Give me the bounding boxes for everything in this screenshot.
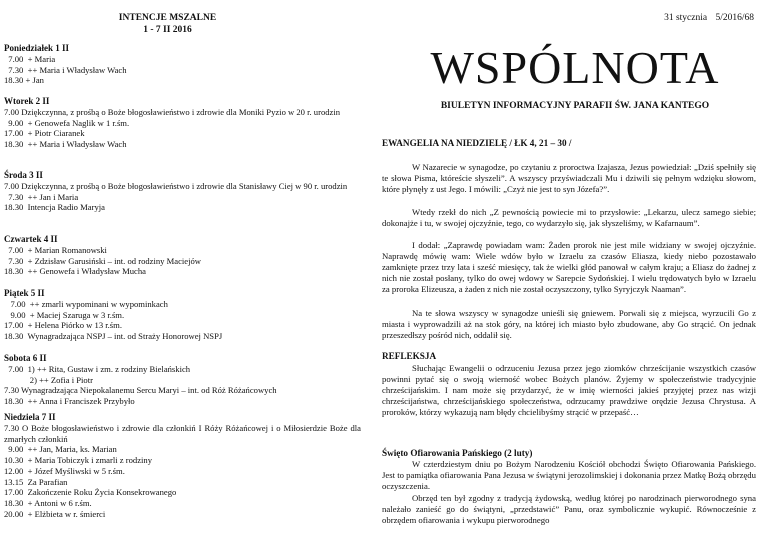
mass-day-heading: Czwartek 4 II [4,234,58,244]
mass-intention-entry: 7.30 ++ Maria i Władysław Wach [4,64,127,75]
mass-intention-entry: 20.00 + Elżbieta w r. śmierci [4,508,106,519]
mass-intention-entry: 2) ++ Zofia i Piotr [4,374,93,385]
mass-intention-entry: 10.30 + Maria Tobiczyk i zmarli z rodziny [4,455,152,466]
mass-day-heading: Sobota 6 II [4,353,47,363]
mass-intention-entry: 18.30 ++ Maria i Władysław Wach [4,139,127,150]
mass-intention-entry: 18.30 Wynagradzająca NSPJ – int. od Straży Honorowej NSPJ [4,331,223,342]
mass-intention-entry: 9.00 ++ Jan, Maria, ks. Marian [4,444,117,455]
presentation-title: Święto Ofiarowania Pańskiego (2 luty) [382,448,533,458]
reflection-title: REFLEKSJA [382,351,437,361]
mass-intentions-title: INTENCJE MSZALNE [118,13,217,23]
mass-intention-entry: 18.30 + Antoni w 6 r.śm. [4,497,92,508]
mass-intention-entry: 7.30 + Zdzisław Garusiński – int. od rodziny Maciejów [4,255,201,266]
mass-intentions-date-range: 1 - 7 II 2016 [143,25,192,35]
issue-info [658,12,754,24]
issue-number: 5/2016/68 [715,13,754,23]
bulletin-subtitle: BIULETYN INFORMACYJNY PARAFII ŚW. JANA KANTEGO [440,101,710,111]
mass-day [4,353,361,407]
mass-intention-entry: 7.00 + Maria [4,54,56,64]
mass-intention-entry: 7.30 ++ Jan i Maria [4,191,79,202]
mass-intention-entry: 7.30 Wynagradzająca Niepokalanemu Sercu Maryi – int. od Róż Różańcowych [4,385,277,396]
mass-intention-entry: 7.00 ++ zmarli wypominani w wypominkach [4,299,168,309]
gospel-paragraph: I dodał: „Zaprawdę powiadam wam: Żaden prorok nie jest mile widziany w swojej ojczyźnie. Naprawdę mówię wam: Wiele wdów było w Izraelu za czasów Eliasza, kiedy niebo pozostawało zamknięte przez trzy lata i sześć miesięcy, tak że wielki głód panował w całym kraju; a Eliasz do żadnej z nich nie został posłany, tylko do owej wdowy w Sarepcie Sydońskiej. I wielu trędowatych było w Izraelu za proroka Elizeusza, a żaden z nich nie został oczyszczony, tylko Syryjczyk Naaman”. [382,240,756,295]
mass-intention-entry: 7.00 Dziękczynna, z prośbą o Boże błogosławieństwo i zdrowie dla Moniki Pyzio w 20 r. urodzin [4,107,341,117]
mass-intention-entry: 18.30 Intencja Radio Maryja [4,202,105,213]
presentation-paragraph: Obrzęd ten był zgodny z tradycją żydowską, według której po narodzinach pierworodnego syna należało zanieść go do świątyni, „przedstawić” Panu, oraz symbolicznie wykupić. Równocześnie z obrzędem ofiarowania i wykupu pierworodnego [382,493,756,526]
mass-intention-entry: 9.00 + Maciej Szaruga w 3 r.śm. [4,309,125,320]
mass-intention-entry: 18.30 + Jan [4,75,44,86]
gospel-paragraph: Wtedy rzekł do nich „Z pewnością powiecie mi to przysłowie: „Lekarzu, ulecz samego siebie; dokonajże i tu, w swojej ojczyźnie, tego, co wydarzyło się, jak słyszeliśmy, w Kafarnaum”. [382,207,756,229]
mass-day [4,96,361,150]
mass-day [4,234,361,277]
mass-intention-entry: 17.00 + Helena Piórko w 13 r.śm. [4,320,122,331]
mass-day [4,288,361,342]
mass-intention-entry: 17.00 Zakończenie Roku Życia Konsekrowanego [4,487,177,498]
mass-intention-entry: 18.30 ++ Genowefa i Władysław Mucha [4,266,146,277]
mass-day-heading: Poniedziałek 1 II [4,43,70,53]
mass-intention-entry: 7.00 Dziękczynna, z prośbą o Boże błogosławieństwo i zdrowie dla Stanisławy Ciej w 90 r. urodzin [4,181,348,191]
issue-date: 31 stycznia [664,13,708,23]
mass-intention-entry: 13.15 Za Parafian [4,476,68,487]
mass-intention-entry: 7.30 O Boże błogosławieństwo i zdrowie dla członkiń I Róży Różańcowej i o Miłosierdzie Boże dla zmarłych członkiń [4,423,361,444]
mass-intention-entry: 18.30 ++ Anna i Franciszek Przybyło [4,396,135,407]
mass-day [4,412,361,519]
mass-day [4,43,361,86]
mass-intention-entry: 9.00 + Genowefa Naglik w 1 r.śm. [4,117,130,128]
gospel-paragraph: Na te słowa wszyscy w synagodze unieśli się gniewem. Porwali się z miejsca, wyrzucili Go z miasta i wyprowadzili aż na stok góry, na której ich miasto było zbudowane, aby Go strącić. On jednak przeszedłszy pośród nich, oddalił się. [382,308,756,341]
mass-intentions-column [0,0,375,543]
masthead-title: WSPÓLNOTA [430,42,720,93]
mass-intention-entry: 7.00 1) ++ Rita, Gustaw i zm. z rodziny Bielańskich [4,364,191,374]
bulletin-column [382,0,768,543]
presentation-paragraph: W czterdziestym dniu po Bożym Narodzeniu Kościół obchodzi Święto Ofiarowania Pańskiego. Jest to pamiątka ofiarowania Pana Jezusa w świątyni jerozolimskiej i dokonania przez Matkę Bożą obrzędu oczyszczenia. [382,459,756,492]
mass-day-heading: Piątek 5 II [4,288,45,298]
mass-day-heading: Niedziela 7 II [4,412,56,422]
mass-intention-entry: 7.00 + Marian Romanowski [4,245,107,255]
gospel-paragraph: W Nazarecie w synagodze, po czytaniu z proroctwa Izajasza, Jezus powiedział: „Dziś spełniły się te słowa Pisma, któreście słyszeli”. A wszyscy przyświadczali Mu i dziwili się pełnym wdzięku słowom, które płynęły z ust Jego. I mówili: „Czyż nie jest to syn Józefa?”. [382,162,756,195]
mass-intention-entry: 17.00 + Piotr Ciaranek [4,128,85,139]
mass-day-heading: Wtorek 2 II [4,96,50,106]
mass-day [4,170,361,213]
gospel-title: EWANGELIA NA NIEDZIELĘ / ŁK 4, 21 – 30 / [382,138,572,148]
mass-intention-entry: 12.00 + Józef Myśliwski w 5 r.śm. [4,465,125,476]
mass-day-heading: Środa 3 II [4,170,43,180]
reflection-text: Słuchając Ewangelii o odrzuceniu Jezusa przez jego ziomków chrześcijanie wszystkich czasów powinni pytać się o swoją wierność wobec Bożych planów. Żyjemy w społeczeństwie tradycyjnie chrześcijańskim. I nam może się przydarzyć, że w imię wierności jakieś przyjętej przez nas wizji chrześcijaństwa, chrześcijańskiego społeczeństwa, odrzucamy prawdziwe orędzie Jezusa Chrystusa. A proroków, którzy wykazują nam błędy chcielibyśmy strącić w przepaść… [382,363,756,418]
